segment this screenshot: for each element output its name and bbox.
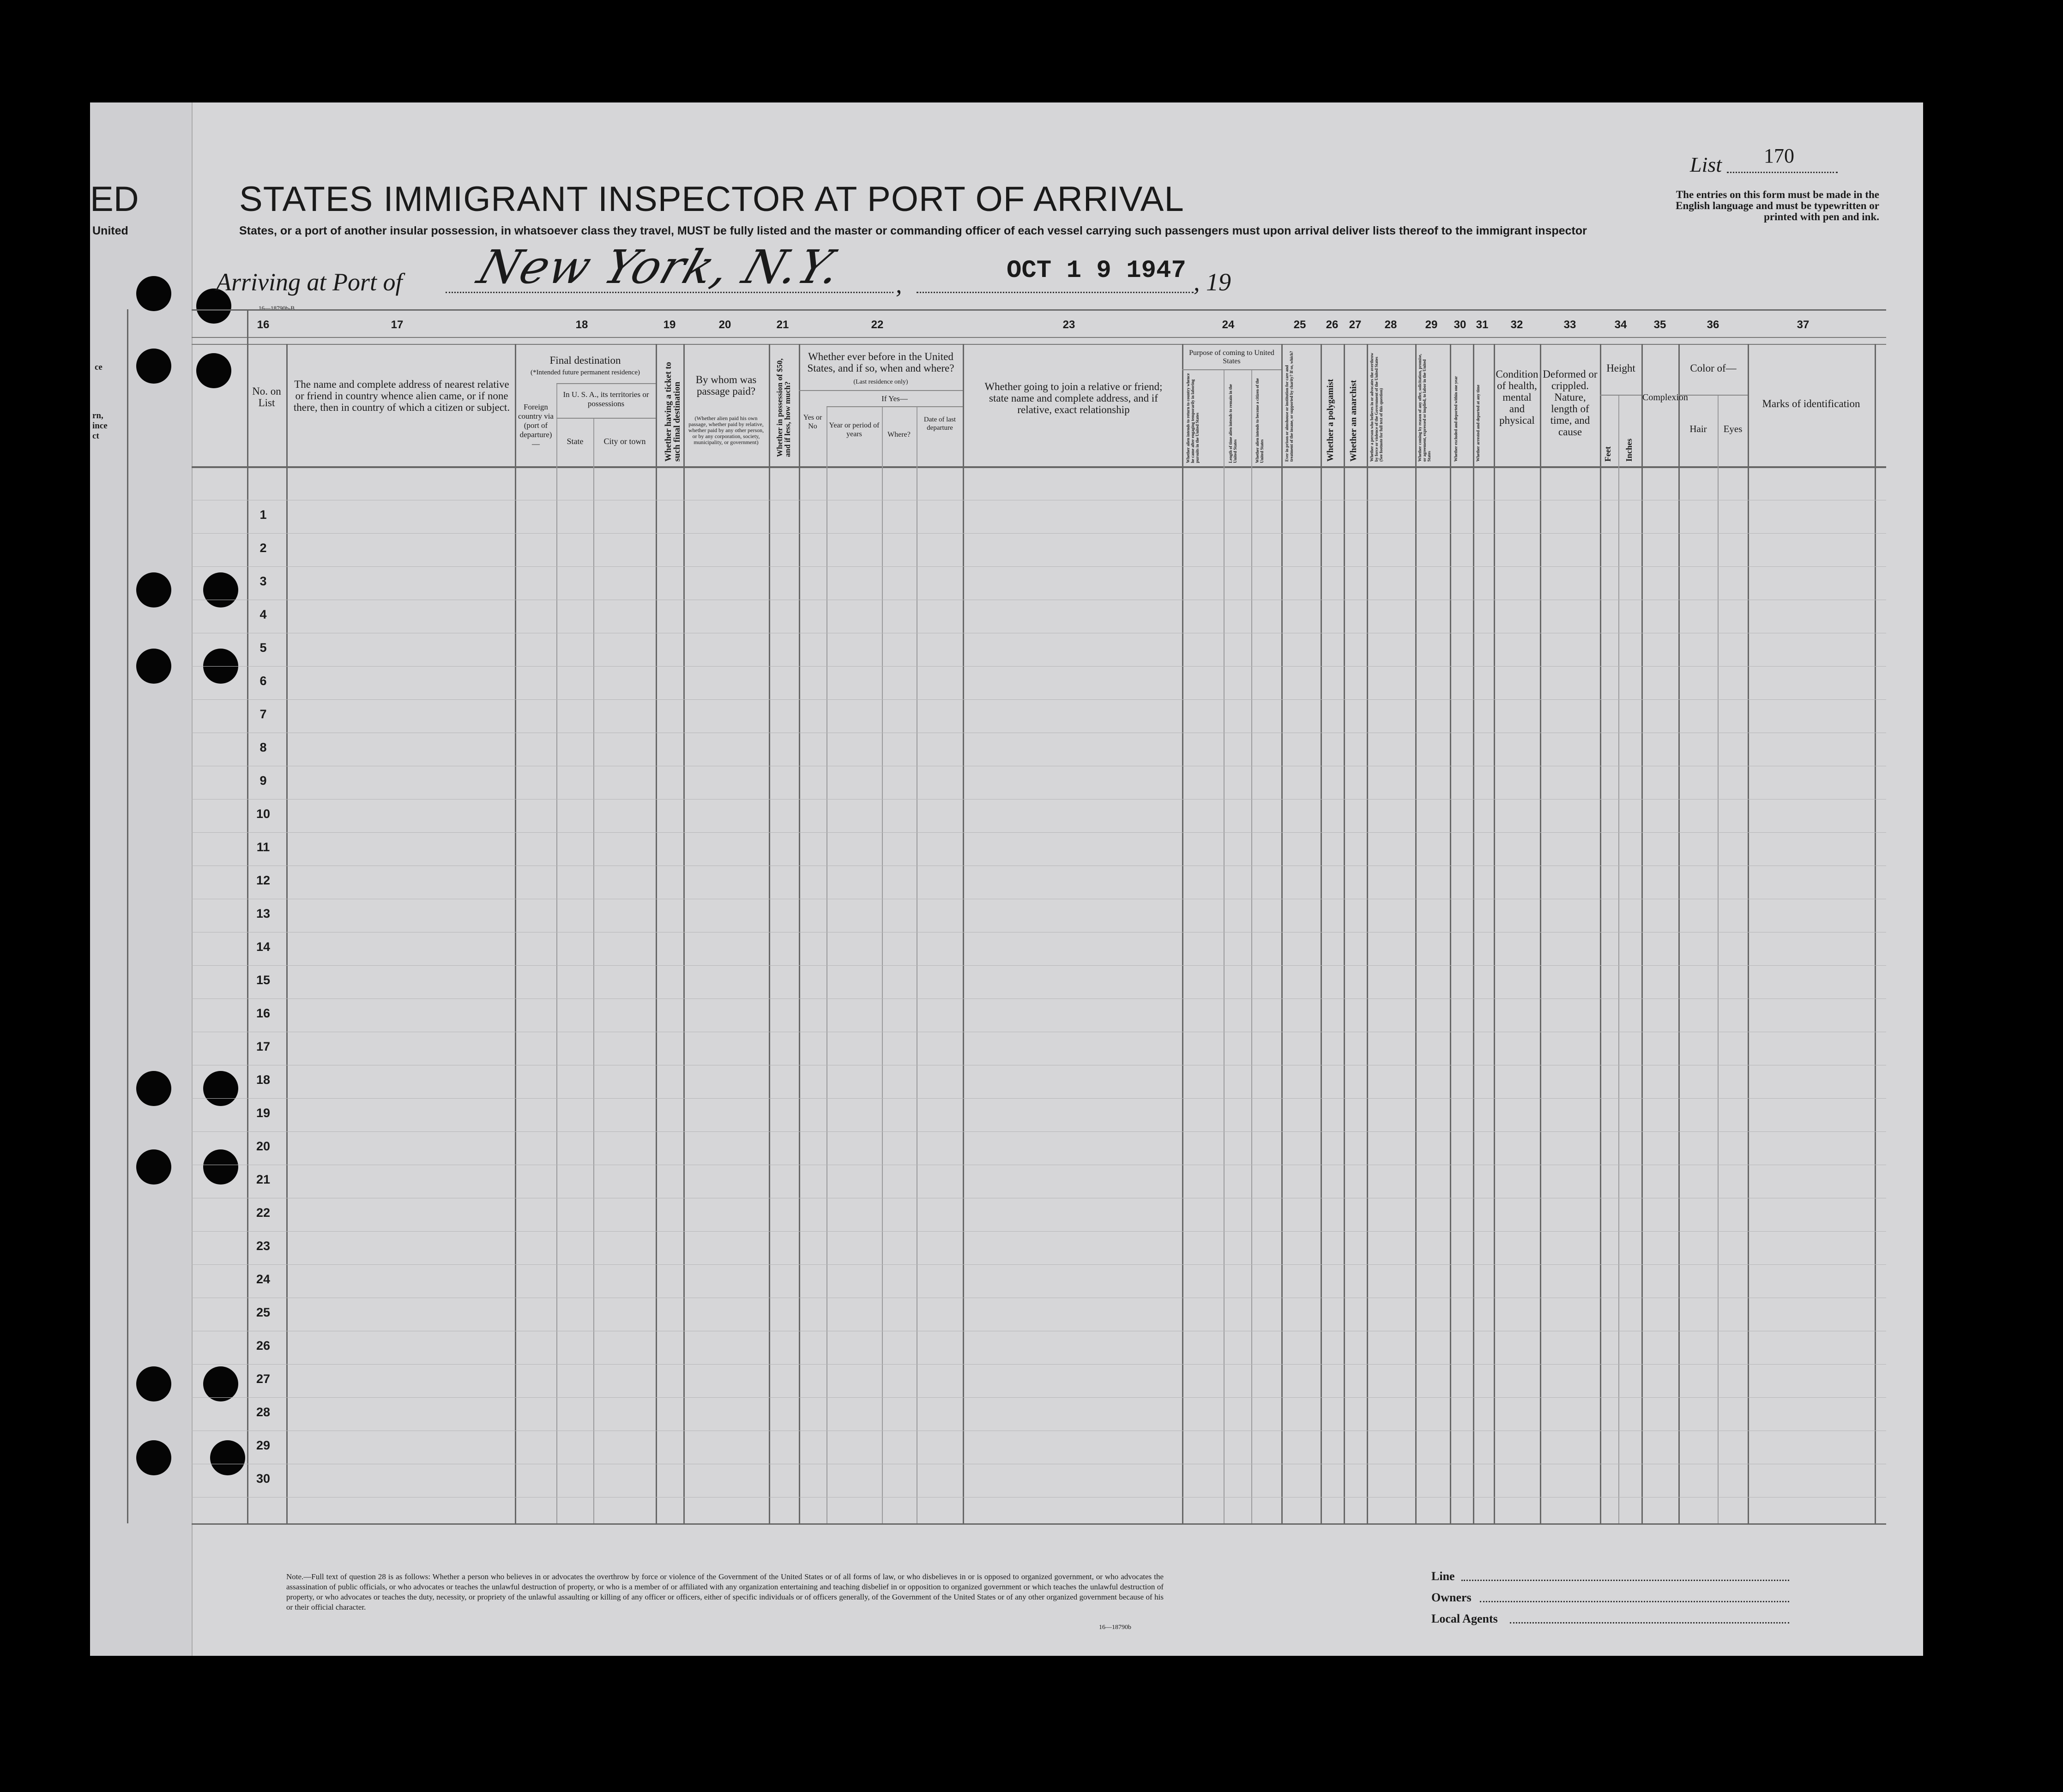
col32-header: Condition of health, mental and physical bbox=[1496, 368, 1538, 426]
row-line bbox=[192, 1264, 1886, 1265]
row-line bbox=[192, 1131, 1886, 1132]
comma: , bbox=[896, 271, 902, 298]
row-number: 21 bbox=[256, 1173, 271, 1186]
column-line bbox=[1450, 344, 1451, 1523]
footnote: Note.—Full text of question 28 is as follows: Whether a person who believes in or advocates the overthrow by force or violence of the Government of the United States or of all forms of law, or who disbelieves in or is opposed to organized government, or who advocates the assassination of public officials, or who advocates or teaches the unlawful destruction of property, or who is a member of or affiliated with any organization entertaining and teaching disbelief in or opposition to organized government or which teaches the unlawful destruction of property, or who advocates or teaches the duty, necessity, or propriety of the unlawful assaulting or killing of any officer or officers, either of specific individuals or of officers generally, of the Government of the United States or of any other organized government because of his or their official character. bbox=[286, 1572, 1164, 1612]
punch-hole bbox=[136, 649, 171, 684]
col37-header: Marks of identification bbox=[1762, 398, 1860, 409]
column-line bbox=[286, 344, 288, 1523]
column-number: 26 bbox=[1326, 319, 1339, 331]
col18-usa: In U. S. A., its territories or possessions bbox=[563, 390, 649, 408]
date-stamp: OCT 1 9 1947 bbox=[1007, 257, 1186, 285]
row-number: 11 bbox=[256, 840, 270, 854]
row-number: 16 bbox=[256, 1006, 271, 1020]
row-number: 29 bbox=[256, 1438, 271, 1452]
col34-title: Height bbox=[1606, 362, 1635, 374]
column-line bbox=[1182, 344, 1183, 1523]
column-line bbox=[1321, 344, 1322, 1523]
column-line bbox=[882, 406, 883, 1523]
port-handwritten: New York, N.Y. bbox=[471, 240, 849, 294]
subheader-rule bbox=[1678, 395, 1748, 396]
line-label: Line bbox=[1431, 1570, 1455, 1583]
subheader-rule bbox=[556, 383, 656, 384]
stub-label: rn, bbox=[92, 411, 103, 421]
punch-hole bbox=[136, 276, 171, 311]
column-line bbox=[556, 383, 557, 1523]
column-line bbox=[1367, 344, 1368, 1523]
row-number: 2 bbox=[259, 541, 267, 555]
column-line bbox=[963, 344, 964, 1523]
row-line bbox=[192, 998, 1886, 999]
manifest-page bbox=[90, 102, 1923, 1656]
row-line bbox=[192, 799, 1886, 800]
column-line bbox=[1875, 344, 1876, 1523]
column-number: 33 bbox=[1563, 319, 1576, 331]
column-line bbox=[1224, 369, 1225, 1523]
subheader-rule bbox=[1600, 395, 1641, 396]
row-number: 27 bbox=[256, 1372, 271, 1386]
column-line bbox=[826, 406, 827, 1523]
col22-ifyes: If Yes— bbox=[881, 394, 908, 403]
column-line bbox=[769, 344, 770, 1523]
row-number: 3 bbox=[259, 574, 267, 588]
column-line bbox=[1678, 344, 1680, 1523]
column-line bbox=[247, 309, 248, 1523]
row-number: 23 bbox=[256, 1239, 271, 1253]
column-line bbox=[515, 344, 516, 1523]
year-prefix: , 19 bbox=[1194, 268, 1231, 296]
punch-hole bbox=[136, 1149, 171, 1185]
col25-header: Ever in prison or almshouse or institution for care and treatment of the insane, or supported by charity? If so, which? bbox=[1285, 351, 1294, 462]
footer-form-code: 16—18790b bbox=[1099, 1624, 1131, 1631]
column-number: 20 bbox=[718, 319, 731, 331]
col18-title: Final destination bbox=[549, 355, 621, 366]
col27-header: Whether an anarchist bbox=[1349, 380, 1358, 462]
column-number: 28 bbox=[1384, 319, 1397, 331]
row-number: 9 bbox=[259, 774, 267, 788]
col22-date: Date of last departure bbox=[923, 416, 956, 432]
list-label: List bbox=[1690, 153, 1722, 176]
row-number: 15 bbox=[256, 973, 271, 987]
local-agents-label: Local Agents bbox=[1431, 1612, 1498, 1625]
subheader-rule bbox=[1182, 369, 1281, 370]
torn-stub bbox=[90, 102, 193, 1656]
port-line bbox=[446, 292, 893, 293]
column-number: 35 bbox=[1653, 319, 1666, 331]
col16-header: No. on List bbox=[252, 385, 281, 409]
col23-header: Whether going to join a relative or friend; state name and complete address, and if relative, exact relationship bbox=[984, 381, 1163, 415]
row-number: 12 bbox=[256, 873, 271, 887]
col18-state: State bbox=[567, 437, 584, 446]
stub-subtitle: United bbox=[92, 224, 128, 237]
punch-hole bbox=[136, 1366, 171, 1401]
row-number: 6 bbox=[259, 674, 267, 688]
row-line bbox=[192, 666, 1886, 667]
punch-hole bbox=[203, 1149, 238, 1185]
col36-title: Color of— bbox=[1690, 362, 1737, 374]
row-number: 18 bbox=[256, 1073, 271, 1087]
column-line bbox=[593, 418, 594, 1523]
punch-hole bbox=[136, 349, 171, 384]
col30-header: Whether excluded and deported within one year bbox=[1454, 376, 1458, 462]
header-top-rule bbox=[192, 309, 1886, 311]
col20-title: By whom was passage paid? bbox=[695, 374, 757, 397]
col35-header: Complexion bbox=[1642, 392, 1688, 403]
column-number: 18 bbox=[575, 319, 588, 331]
row-line bbox=[192, 1364, 1886, 1365]
col18-city: City or town bbox=[603, 437, 646, 446]
subheader-rule bbox=[556, 418, 656, 419]
punch-hole bbox=[203, 572, 238, 607]
column-line bbox=[799, 344, 800, 1523]
col17-header: The name and complete address of nearest relative or friend in country whence alien came, or if none there, then in country of which a citizen or subject. bbox=[293, 379, 510, 413]
row-number: 5 bbox=[259, 641, 267, 655]
column-line bbox=[1641, 344, 1643, 1523]
punch-hole bbox=[203, 1366, 238, 1401]
col22-yesno: Yes or No bbox=[803, 414, 822, 430]
column-line bbox=[1494, 344, 1495, 1523]
col33-header: Deformed or crippled. Nature, length of time, and cause bbox=[1543, 368, 1598, 438]
stub-title: ED bbox=[90, 180, 139, 219]
col22-title: Whether ever before in the United States, and if so, when and where? bbox=[807, 351, 954, 374]
column-number: 24 bbox=[1222, 319, 1235, 331]
row-line bbox=[192, 832, 1886, 833]
row-line bbox=[192, 533, 1886, 534]
line-field-line bbox=[1461, 1580, 1789, 1581]
row-line bbox=[192, 1397, 1886, 1398]
row-number: 8 bbox=[259, 740, 267, 754]
column-number: 36 bbox=[1707, 319, 1719, 331]
col24-return: Whether alien intends to return to country whence he came after engaging temporarily in laboring pursuits in the United States bbox=[1186, 373, 1200, 463]
form-title: STATES IMMIGRANT INSPECTOR AT PORT OF ARRIVAL bbox=[239, 180, 1184, 219]
form-notice: The entries on this form must be made in the English language and must be typewritten or printed with pen and ink. bbox=[1676, 189, 1879, 222]
list-number: 170 bbox=[1764, 144, 1794, 167]
header-number-rule-2 bbox=[192, 344, 1886, 345]
column-line bbox=[1540, 344, 1541, 1523]
row-number: 1 bbox=[259, 508, 267, 522]
column-line bbox=[1748, 344, 1749, 1523]
column-line bbox=[1415, 344, 1417, 1523]
punch-hole bbox=[136, 1440, 171, 1475]
col22-where: Where? bbox=[887, 431, 911, 439]
punch-hole bbox=[196, 353, 231, 388]
column-number: 21 bbox=[776, 319, 789, 331]
row-number: 4 bbox=[259, 607, 267, 621]
col24-length: Length of time alien intends to remain in the United States bbox=[1228, 384, 1237, 463]
column-line bbox=[1600, 344, 1601, 1523]
punch-hole bbox=[136, 572, 171, 607]
row-line bbox=[192, 699, 1886, 700]
row-line bbox=[192, 1231, 1886, 1232]
row-number: 22 bbox=[256, 1206, 271, 1220]
col31-header: Whether arrested and deported at any time bbox=[1476, 385, 1480, 462]
column-number: 27 bbox=[1349, 319, 1362, 331]
row-number: 24 bbox=[256, 1272, 271, 1286]
column-line bbox=[127, 309, 128, 1523]
column-line bbox=[683, 344, 685, 1523]
column-number: 29 bbox=[1425, 319, 1438, 331]
row-line bbox=[192, 566, 1886, 567]
owners-label: Owners bbox=[1431, 1591, 1472, 1604]
col18-foreign: Foreign country via (port of departure)— bbox=[518, 403, 554, 448]
row-number: 20 bbox=[256, 1139, 271, 1153]
punch-hole bbox=[210, 1440, 245, 1475]
list-number-line bbox=[1727, 172, 1838, 173]
column-number: 19 bbox=[663, 319, 676, 331]
stub-label: ct bbox=[92, 431, 99, 441]
row-number: 26 bbox=[256, 1339, 271, 1353]
col36-hair: Hair bbox=[1689, 423, 1707, 434]
row-number: 7 bbox=[259, 707, 267, 721]
owners-field-line bbox=[1480, 1601, 1789, 1602]
column-number: 16 bbox=[257, 319, 270, 331]
column-line bbox=[1251, 369, 1252, 1523]
col24-citizen: Whether alien intends to become a citizen of the United States bbox=[1255, 378, 1264, 463]
col26-header: Whether a polygamist bbox=[1326, 379, 1335, 462]
column-number: 23 bbox=[1062, 319, 1075, 331]
header-bottom-rule bbox=[192, 466, 1886, 468]
row-number: 14 bbox=[256, 940, 271, 954]
row-number: 13 bbox=[256, 907, 271, 920]
date-line bbox=[917, 292, 1194, 293]
agents-field-line bbox=[1510, 1622, 1789, 1624]
row-number: 19 bbox=[256, 1106, 271, 1120]
row-number: 25 bbox=[256, 1305, 271, 1319]
column-number: 31 bbox=[1476, 319, 1489, 331]
col18-note: (*Intended future permanent residence) bbox=[531, 369, 640, 376]
row-line bbox=[192, 1098, 1886, 1099]
col22-note: (Last residence only) bbox=[853, 379, 908, 385]
col21-header: Whether in possession of $50, and if less, how much? bbox=[775, 358, 792, 457]
stub-label: ce bbox=[95, 362, 103, 372]
column-line bbox=[1344, 344, 1345, 1523]
header-number-rule bbox=[192, 337, 1886, 338]
column-number: 37 bbox=[1797, 319, 1810, 331]
row-number: 17 bbox=[256, 1040, 271, 1053]
form-code-small: 16—18790b-B bbox=[259, 305, 295, 312]
col34-feet: Feet bbox=[1603, 446, 1612, 462]
table-bottom-rule bbox=[192, 1523, 1886, 1525]
row-number: 28 bbox=[256, 1405, 271, 1419]
column-number: 32 bbox=[1510, 319, 1523, 331]
col28-header: Whether a person who believes in or advocates the overthrow by force or violence of the Government of the United States (See footnote for full text of this question) bbox=[1369, 353, 1383, 462]
arriving-label: Arriving at Port of bbox=[216, 268, 403, 296]
column-line bbox=[1281, 344, 1283, 1523]
column-number: 34 bbox=[1614, 319, 1627, 331]
row-number: 10 bbox=[256, 807, 271, 821]
col22-year: Year or period of years bbox=[829, 421, 880, 438]
punch-hole bbox=[136, 1071, 171, 1106]
column-line bbox=[1473, 344, 1474, 1523]
col20-note: (Whether alien paid his own passage, whether paid by relative, whether paid by any other person, or by any corporation, society, municipality, or government) bbox=[688, 415, 764, 445]
row-line bbox=[192, 965, 1886, 966]
column-line bbox=[656, 344, 657, 1523]
punch-hole bbox=[203, 1071, 238, 1106]
col36-eyes: Eyes bbox=[1723, 423, 1743, 434]
subheader-rule bbox=[799, 390, 963, 391]
column-number: 30 bbox=[1454, 319, 1466, 331]
row-number: 30 bbox=[256, 1472, 271, 1485]
subheader-rule bbox=[826, 406, 963, 407]
col34-inches: Inches bbox=[1624, 438, 1634, 462]
form-instructions: States, or a port of another insular possession, in whatsoever class they travel, MUST be fully listed and the master or commanding officer of each vessel carrying such passengers must upon arrival deliver lists thereof to the immigrant inspector bbox=[239, 224, 1587, 237]
column-line bbox=[1618, 395, 1619, 1523]
column-number: 17 bbox=[391, 319, 404, 331]
stub-label: ince bbox=[92, 421, 108, 431]
col19-header: Whether having a ticket to such final destination bbox=[664, 361, 682, 462]
col24-title: Purpose of coming to United States bbox=[1189, 349, 1274, 365]
col29-header: Whether coming by reason of any offer, solicitation, promise, or agreement, expressed or implied, to labor in the United States bbox=[1418, 354, 1431, 462]
column-number: 22 bbox=[871, 319, 884, 331]
column-line bbox=[1718, 395, 1719, 1523]
column-number: 25 bbox=[1293, 319, 1306, 331]
